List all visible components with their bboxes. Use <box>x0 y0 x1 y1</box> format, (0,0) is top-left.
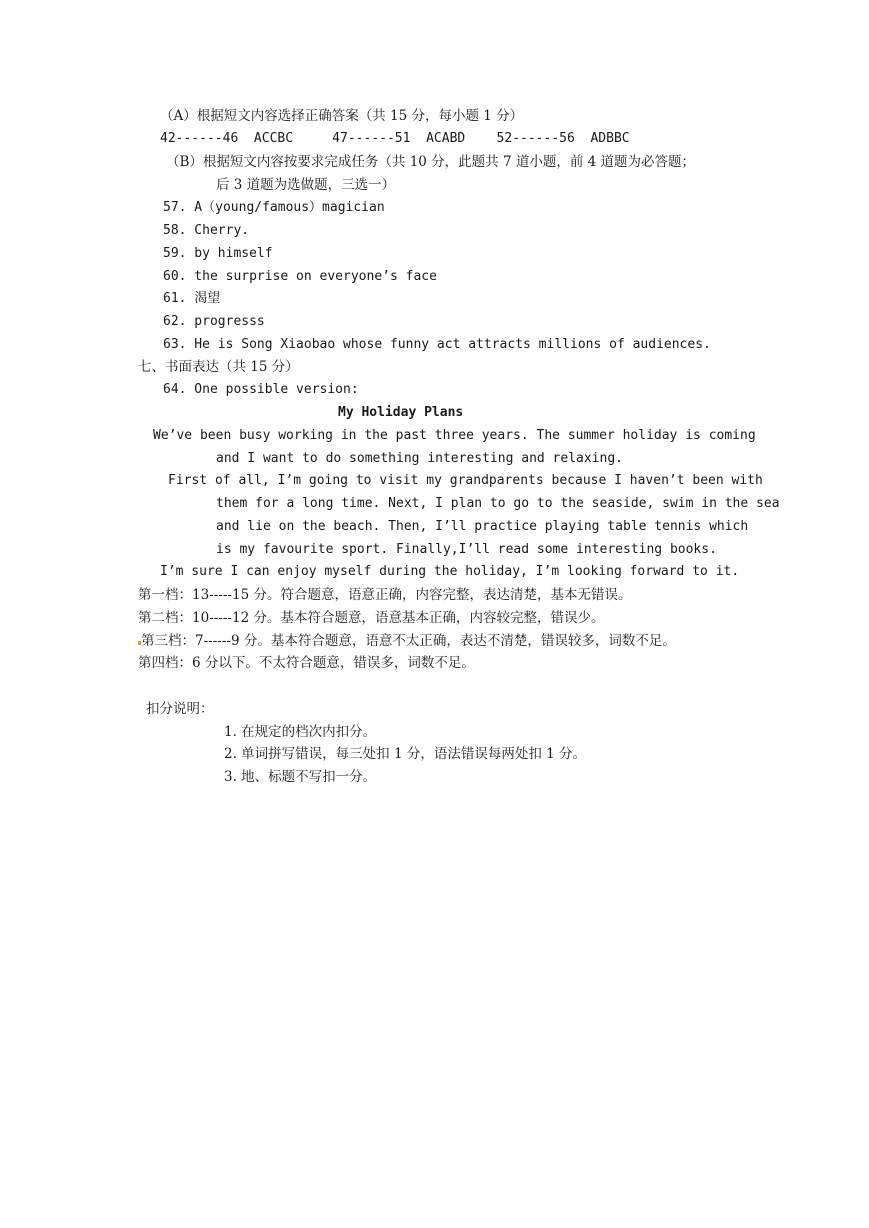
essay-line: We’ve been busy working in the past three years. The summer holiday is coming <box>153 428 756 443</box>
essay-line: First of all, I’m going to visit my grandparents because I haven’t been with <box>168 473 763 488</box>
deduction-item: 2. 单词拼写错误，每三处扣 1 分，语法错误每两处扣 1 分。 <box>224 746 587 762</box>
essay-line: them for a long time. Next, I plan to go to the seaside, swim in the sea <box>216 496 780 511</box>
section-b-heading-line1: （B）根据短文内容按要求完成任务（共 10 分，此题共 7 道小题，前 4 道题为必答题； <box>166 154 696 170</box>
answer-item-57: 57. A（young/famous）magician <box>163 200 385 215</box>
section-7-heading: 七、书面表达（共 15 分） <box>138 359 299 375</box>
deduction-heading: 扣分说明： <box>146 701 214 717</box>
essay-line: is my favourite sport. Finally,I’ll read some interesting books. <box>216 542 717 557</box>
grading-level-2: 第二档：10-----12 分。基本符合题意，语意基本正确，内容较完整，错误少。 <box>138 610 605 626</box>
answer-item-62: 62. progresss <box>163 314 265 329</box>
section-a-heading: （A）根据短文内容选择正确答案（共 15 分，每小题 1 分） <box>160 108 524 124</box>
answer-item-61: 61. 渴望 <box>163 291 221 306</box>
answer-item-59: 59. by himself <box>163 246 273 261</box>
answer-item-64: 64. One possible version: <box>163 382 359 397</box>
deduction-item: 1. 在规定的档次内扣分。 <box>224 724 377 740</box>
essay-line: I’m sure I can enjoy myself during the holiday, I’m looking forward to it. <box>160 564 740 579</box>
section-a-answers: 42------46 ACCBC 47------51 ACABD 52------56 ADBBC <box>160 131 630 146</box>
deduction-item: 3. 地、标题不写扣一分。 <box>224 769 377 785</box>
essay-title: My Holiday Plans <box>338 405 464 420</box>
answer-item-58: 58. Cherry. <box>163 223 250 238</box>
answer-item-60: 60. the surprise on everyone’s face <box>163 269 437 284</box>
essay-line: and I want to do something interesting and relaxing. <box>216 451 623 466</box>
section-b-heading-line2: 后 3 道题为选做题，三选一） <box>216 177 396 193</box>
answer-item-63: 63. He is Song Xiaobao whose funny act attracts millions of audiences. <box>163 337 711 352</box>
grading-level-1: 第一档：13-----15 分。符合题意，语意正确，内容完整，表达清楚，基本无错误。 <box>138 587 632 603</box>
grading-level-4: 第四档：6 分以下。不太符合题意，错误多，词数不足。 <box>138 655 475 671</box>
essay-line: and lie on the beach. Then, I’ll practice playing table tennis which <box>216 519 749 534</box>
grading-level-3: 第三档：7------9 分。基本符合题意，语意不太正确，表达不清楚，错误较多，词数不足。 <box>141 633 676 649</box>
